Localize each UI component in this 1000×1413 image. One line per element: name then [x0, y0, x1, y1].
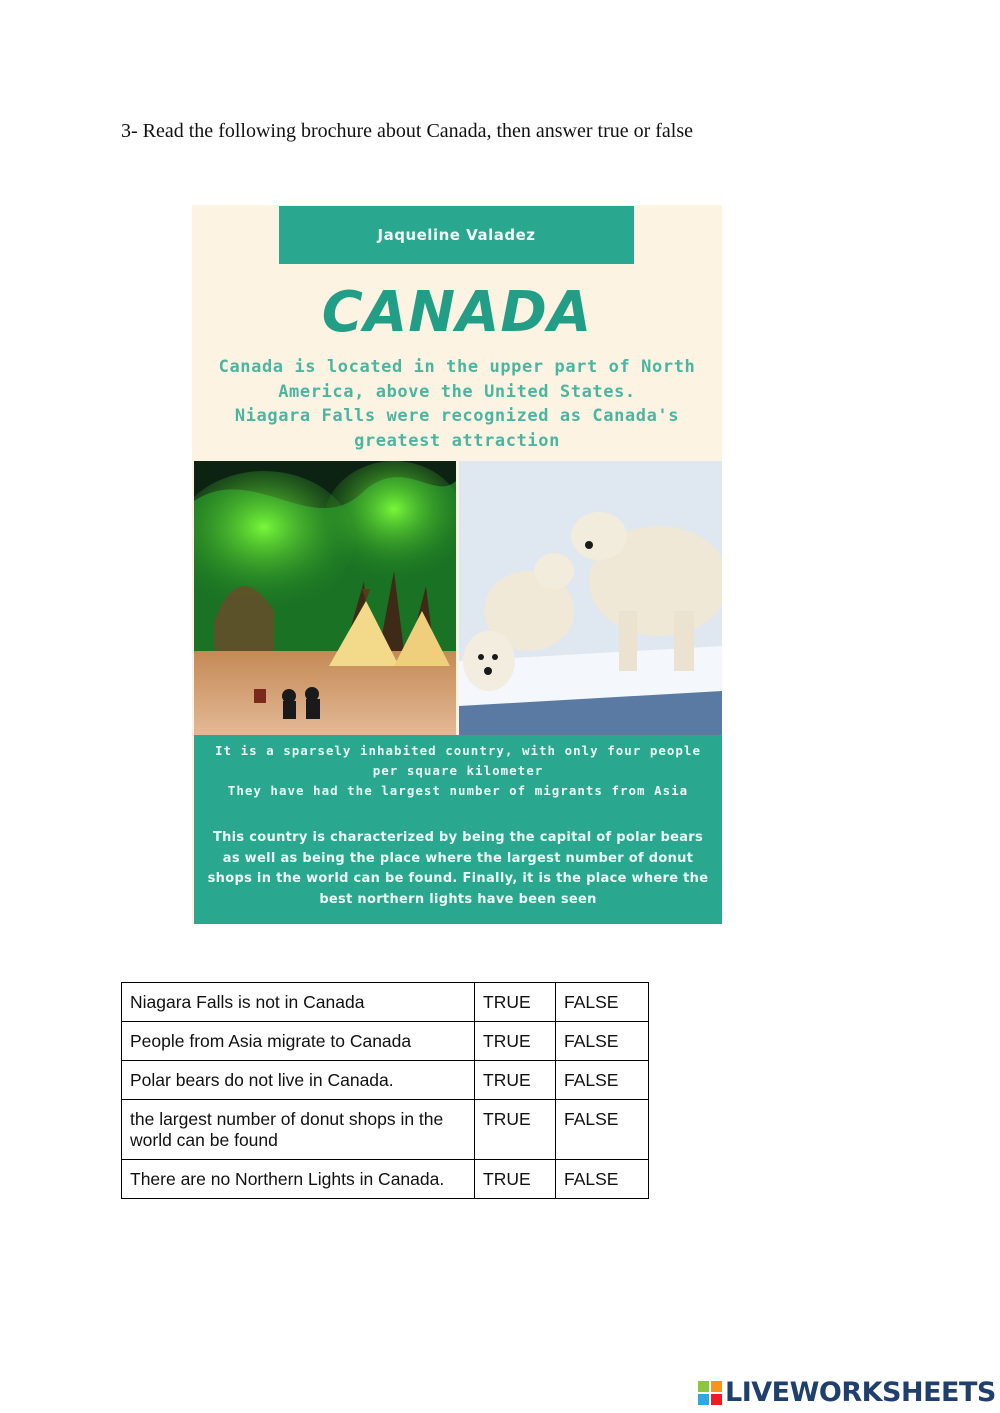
false-option[interactable]: FALSE	[556, 1061, 649, 1100]
fact-line: It is a sparsely inhabited country, with only four people	[215, 743, 701, 758]
intro-line: Niagara Falls were recognized as Canada's	[234, 406, 680, 426]
intro-line: greatest attraction	[354, 430, 560, 451]
population-fact	[194, 741, 722, 801]
author-banner: Jaqueline Valadez	[279, 206, 634, 264]
brochure-photos	[194, 461, 722, 735]
brochure-intro	[202, 355, 712, 453]
table-row	[122, 1022, 649, 1061]
true-option[interactable]: TRUE	[475, 1022, 556, 1061]
false-option[interactable]: FALSE	[556, 1160, 649, 1199]
true-option[interactable]: TRUE	[475, 1160, 556, 1199]
brochure-title: CANADA	[321, 280, 593, 345]
intro-line: America, above the United States.	[278, 381, 636, 402]
table-row	[122, 1061, 649, 1100]
question-statement: the largest number of donut shops in the world can be found	[122, 1100, 475, 1160]
question-statement: Polar bears do not live in Canada.	[122, 1061, 475, 1100]
fact-line: per square kilometer	[372, 763, 544, 778]
false-option[interactable]: FALSE	[556, 1100, 649, 1160]
false-option[interactable]: FALSE	[556, 983, 649, 1022]
instruction-text: 3- Read the following brochure about Canada, then answer true or false	[121, 120, 694, 142]
northern-lights-teepees-photo	[194, 461, 456, 735]
true-option[interactable]: TRUE	[475, 1100, 556, 1160]
question-statement: People from Asia migrate to Canada	[122, 1022, 475, 1061]
polar-bears-photo	[459, 461, 722, 735]
question-statement: Niagara Falls is not in Canada	[122, 983, 475, 1022]
logo-text: LIVEWORKSHEETS	[725, 1377, 996, 1408]
northern-lights-illustration	[194, 461, 456, 735]
table-row	[122, 1100, 649, 1160]
false-option[interactable]: FALSE	[556, 1022, 649, 1061]
table-row	[122, 1160, 649, 1199]
question-statement: There are no Northern Lights in Canada.	[122, 1160, 475, 1199]
liveworksheets-logo[interactable]	[697, 1376, 996, 1410]
polar-bears-illustration	[459, 461, 722, 735]
canada-brochure	[192, 205, 722, 924]
brochure-facts	[194, 735, 722, 924]
intro-line: Canada is located in the upper part of North	[218, 357, 696, 377]
liveworksheets-logo-icon	[697, 1380, 723, 1406]
fact-line: They have had the largest number of migrants from Asia	[227, 783, 689, 798]
true-option[interactable]: TRUE	[475, 1061, 556, 1100]
true-option[interactable]: TRUE	[475, 983, 556, 1022]
characteristics-fact: This country is characterized by being the capital of polar bears as well as being the place where the largest number of donut shops in the world can be found. Finally, it is the place where the best northern lights have been seen	[207, 830, 709, 907]
table-row	[122, 983, 649, 1022]
true-false-table	[121, 982, 649, 1199]
